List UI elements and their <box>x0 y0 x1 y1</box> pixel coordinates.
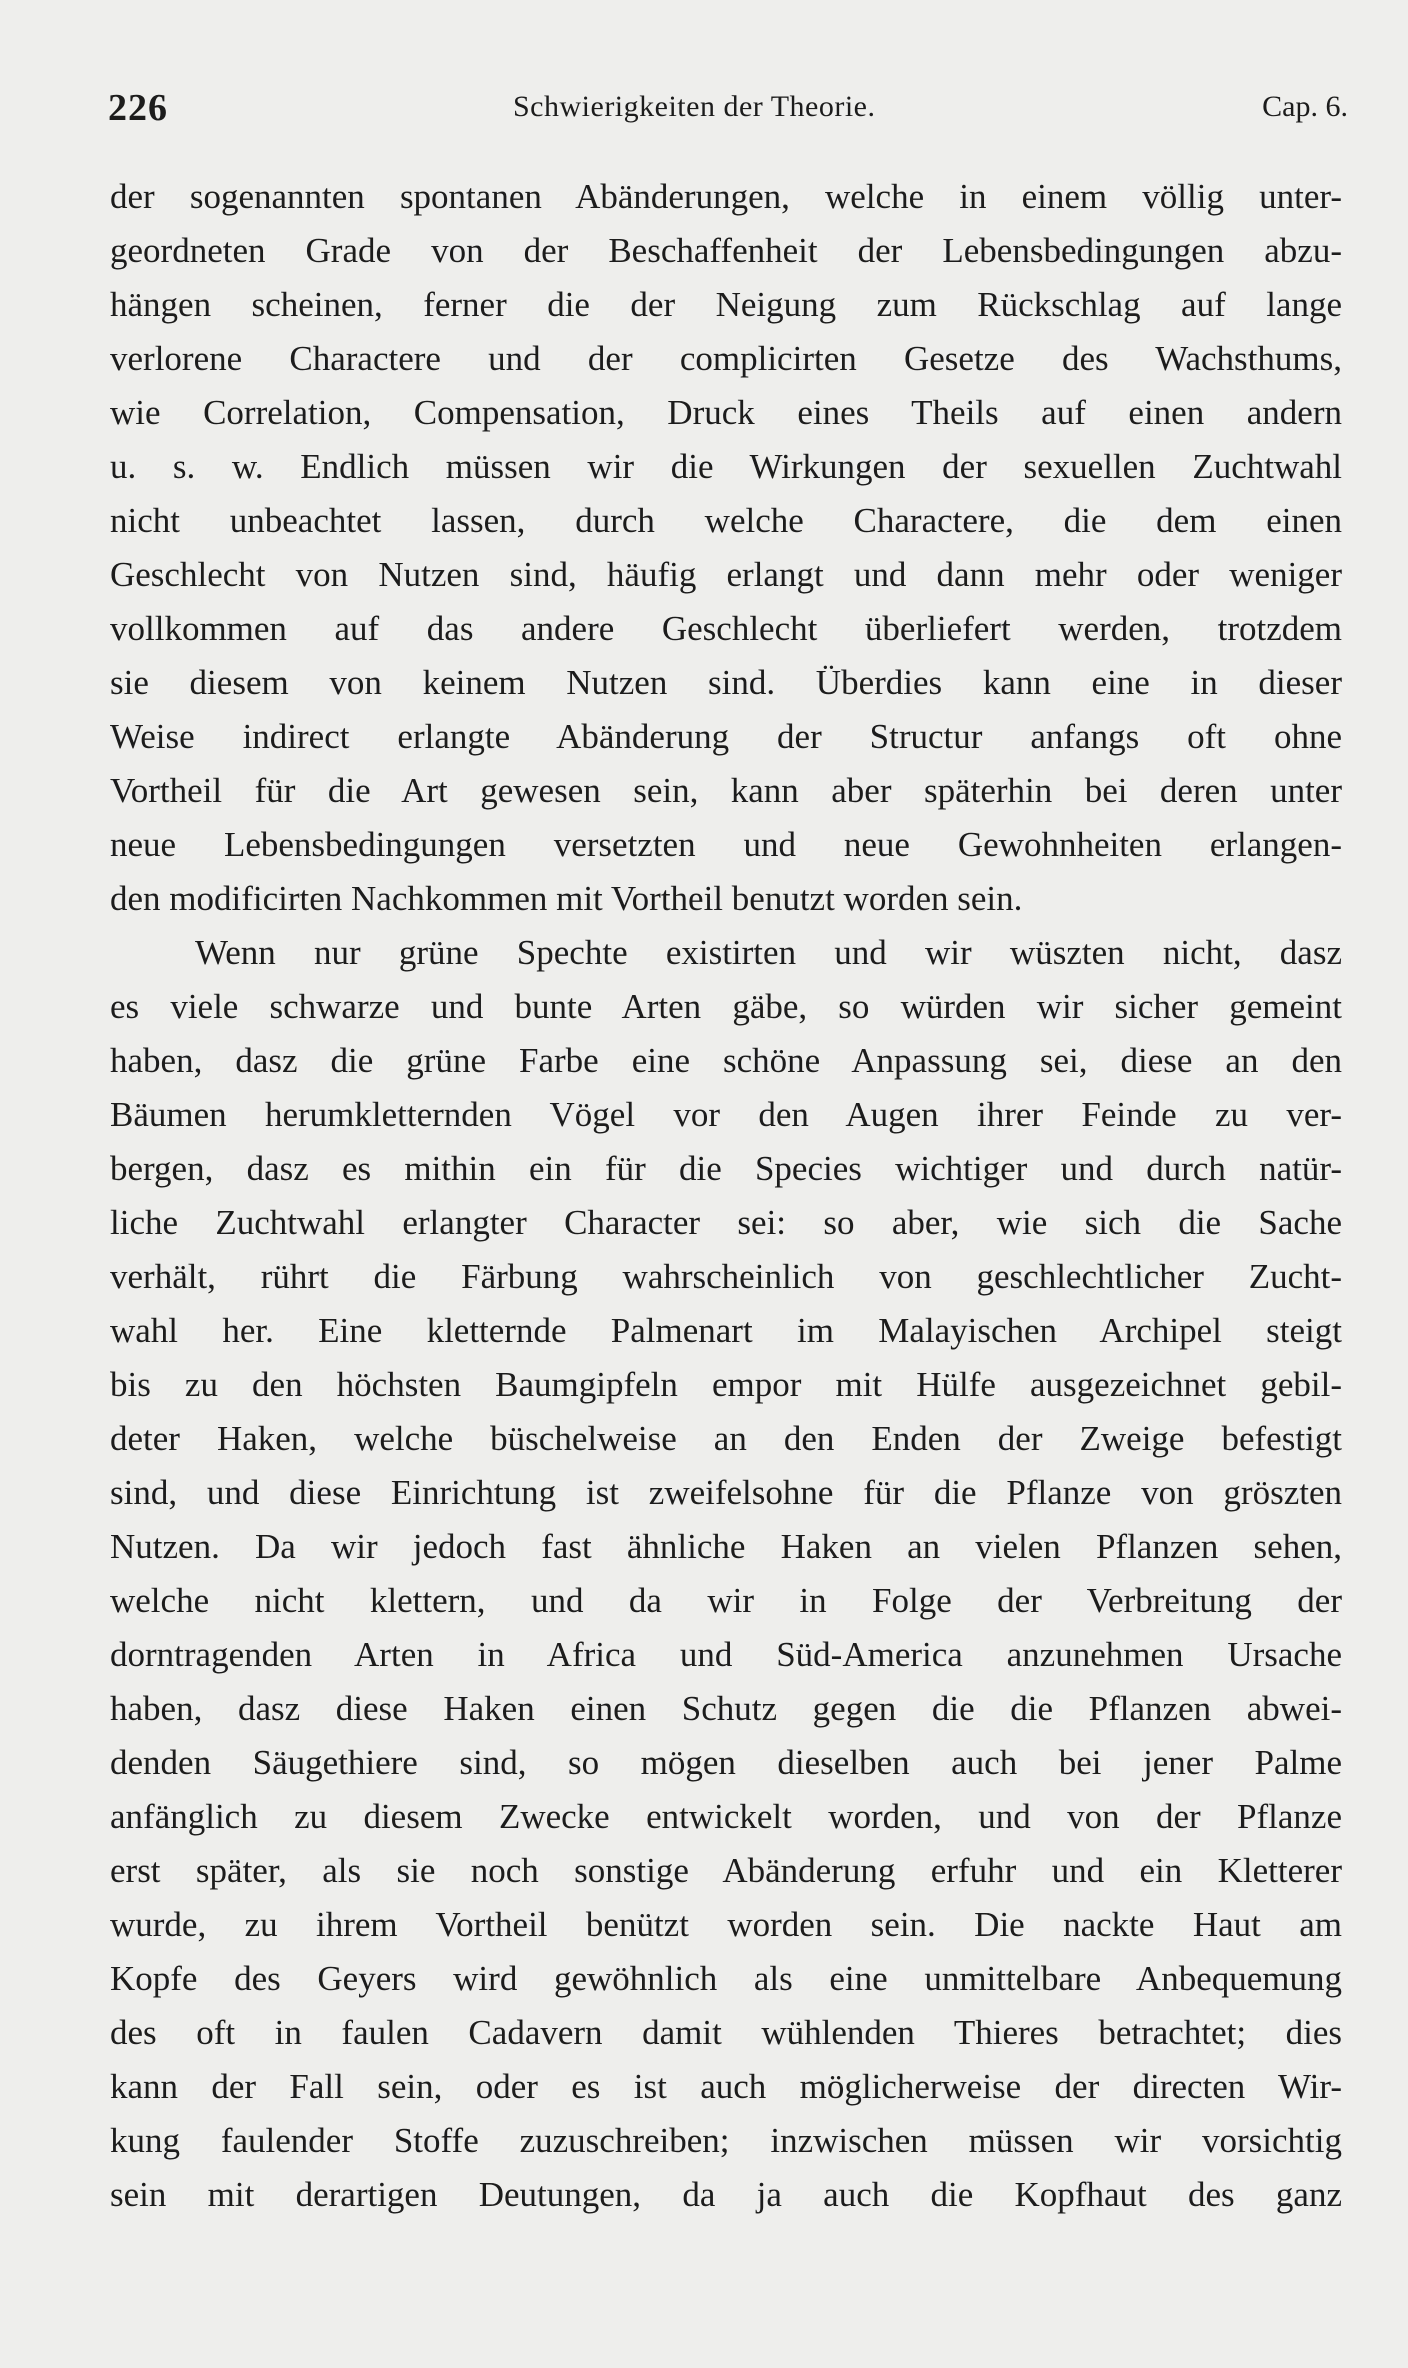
text-line: wahl her. Eine kletternde Palmenart im Malayischen Archipel steigt <box>110 1311 1342 1350</box>
text-line: Geschlecht von Nutzen sind, häufig erlangt und dann mehr oder weniger <box>110 555 1342 594</box>
text-line: verhält, rührt die Färbung wahrscheinlich von geschlechtlicher Zucht- <box>110 1257 1342 1296</box>
text-line: deter Haken, welche büschelweise an den Enden der Zweige befestigt <box>110 1419 1342 1458</box>
page-header <box>108 86 1348 136</box>
text-line: bergen, dasz es mithin ein für die Species wichtiger und durch natür- <box>110 1149 1342 1188</box>
running-title: Schwierigkeiten der Theorie. <box>513 90 876 123</box>
text-line: sie diesem von keinem Nutzen sind. Überdies kann eine in dieser <box>110 663 1342 702</box>
text-line: neue Lebensbedingungen versetzten und neue Gewohnheiten erlangen- <box>110 825 1342 864</box>
text-line: vollkommen auf das andere Geschlecht überliefert werden, trotzdem <box>110 609 1342 648</box>
text-line: kung faulender Stoffe zuzuschreiben; inzwischen müssen wir vorsichtig <box>110 2121 1342 2160</box>
text-line: Weise indirect erlangte Abänderung der Structur anfangs oft ohne <box>110 717 1342 756</box>
text-line: wurde, zu ihrem Vortheil benützt worden sein. Die nackte Haut am <box>110 1905 1342 1944</box>
text-line: liche Zuchtwahl erlangter Character sei: so aber, wie sich die Sache <box>110 1203 1342 1242</box>
text-line: welche nicht klettern, und da wir in Folge der Verbreitung der <box>110 1581 1342 1620</box>
text-line: haben, dasz diese Haken einen Schutz gegen die die Pflanzen abwei- <box>110 1689 1342 1728</box>
text-line: denden Säugethiere sind, so mögen dieselben auch bei jener Palme <box>110 1743 1342 1782</box>
text-line: u. s. w. Endlich müssen wir die Wirkungen der sexuellen Zuchtwahl <box>110 447 1342 486</box>
text-line: sein mit derartigen Deutungen, da ja auch die Kopfhaut des ganz <box>110 2175 1342 2214</box>
chapter-label: Cap. 6. <box>1262 90 1348 123</box>
text-line: es viele schwarze und bunte Arten gäbe, so würden wir sicher gemeint <box>110 987 1342 1026</box>
text-line: hängen scheinen, ferner die der Neigung zum Rückschlag auf lange <box>110 285 1342 324</box>
text-line: Nutzen. Da wir jedoch fast ähnliche Haken an vielen Pflanzen sehen, <box>110 1527 1342 1566</box>
paragraph-start-line: Wenn nur grüne Spechte existirten und wir wüszten nicht, dasz <box>195 933 1342 972</box>
text-line: Kopfe des Geyers wird gewöhnlich als eine unmittelbare Anbequemung <box>110 1959 1342 1998</box>
text-line: Bäumen herumkletternden Vögel vor den Augen ihrer Feinde zu ver- <box>110 1095 1342 1134</box>
text-line: haben, dasz die grüne Farbe eine schöne Anpassung sei, diese an den <box>110 1041 1342 1080</box>
paragraph-end-line: den modificirten Nachkommen mit Vortheil benutzt worden sein. <box>110 879 1023 918</box>
text-line: dorntragenden Arten in Africa und Süd-America anzunehmen Ursache <box>110 1635 1342 1674</box>
page-number: 226 <box>108 87 168 129</box>
text-line: wie Correlation, Compensation, Druck eines Theils auf einen andern <box>110 393 1342 432</box>
body-text <box>110 170 1342 2222</box>
text-line: verlorene Charactere und der complicirten Gesetze des Wachsthums, <box>110 339 1342 378</box>
text-line: Vortheil für die Art gewesen sein, kann aber späterhin bei deren unter <box>110 771 1342 810</box>
text-line: kann der Fall sein, oder es ist auch möglicherweise der directen Wir- <box>110 2067 1342 2106</box>
text-line: anfänglich zu diesem Zwecke entwickelt worden, und von der Pflanze <box>110 1797 1342 1836</box>
text-line: sind, und diese Einrichtung ist zweifelsohne für die Pflanze von gröszten <box>110 1473 1342 1512</box>
text-line: geordneten Grade von der Beschaffenheit der Lebensbedingungen abzu- <box>110 231 1342 270</box>
text-line: nicht unbeachtet lassen, durch welche Charactere, die dem einen <box>110 501 1342 540</box>
text-line: bis zu den höchsten Baumgipfeln empor mit Hülfe ausgezeichnet gebil- <box>110 1365 1342 1404</box>
text-line: der sogenannten spontanen Abänderungen, welche in einem völlig unter- <box>110 177 1342 216</box>
text-line: erst später, als sie noch sonstige Abänderung erfuhr und ein Kletterer <box>110 1851 1342 1890</box>
text-line: des oft in faulen Cadavern damit wühlenden Thieres betrachtet; dies <box>110 2013 1342 2052</box>
